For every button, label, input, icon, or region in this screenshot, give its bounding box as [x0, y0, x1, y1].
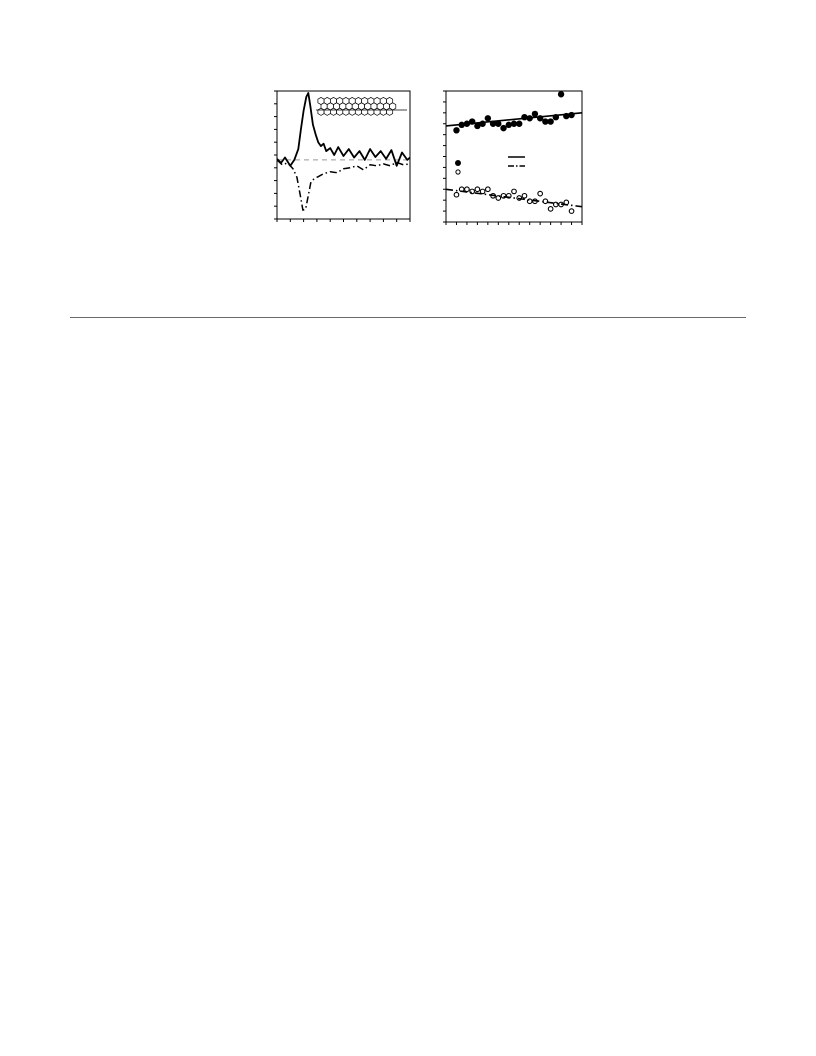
lattice-hexagon: [368, 108, 374, 115]
page-divider: [70, 317, 746, 318]
open-data-point: [538, 191, 543, 196]
lattice-hexagon: [337, 108, 343, 115]
filled-data-point: [516, 121, 522, 127]
open-data-point: [569, 209, 574, 214]
open-data-point: [512, 189, 517, 194]
filled-data-point: [485, 115, 491, 121]
lattice-hexagon: [324, 108, 330, 115]
left-series-line-2: [277, 160, 410, 210]
filled-data-point: [558, 91, 564, 97]
graphene-lattice-inset: [316, 97, 407, 115]
open-data-point: [522, 194, 527, 199]
filled-data-point: [532, 111, 538, 117]
lattice-hexagon: [330, 108, 336, 115]
open-data-point: [475, 187, 480, 192]
open-data-point: [486, 187, 491, 192]
marker-key-filled: [455, 160, 461, 166]
filled-data-point: [568, 112, 574, 118]
lattice-hexagon: [343, 108, 349, 115]
filled-data-point: [453, 127, 459, 133]
open-data-point: [465, 187, 470, 192]
filled-data-point: [547, 118, 553, 124]
lattice-hexagon: [380, 108, 386, 115]
lattice-hexagon: [387, 108, 393, 115]
lattice-hexagon: [355, 108, 361, 115]
marker-key-open: [456, 170, 460, 174]
right-plot-area: [446, 91, 582, 213]
lattice-hexagon: [362, 108, 368, 115]
lattice-hexagon: [349, 108, 355, 115]
lattice-hexagon: [318, 108, 324, 115]
lattice-hexagon: [374, 108, 380, 115]
right-legend: [508, 157, 525, 166]
open-data-point: [548, 207, 553, 212]
open-data-point: [454, 192, 459, 197]
